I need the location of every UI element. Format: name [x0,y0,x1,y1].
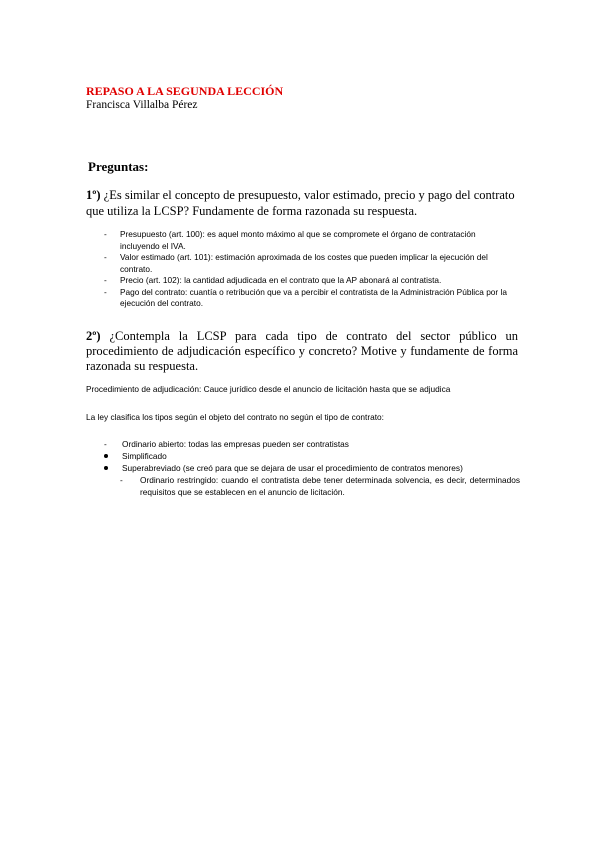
nested-procedures-list [86,474,526,498]
dot-bullet-icon [104,454,108,458]
dash-bullet-icon: - [104,286,107,297]
section-heading: Preguntas: [88,159,149,174]
dash-bullet-icon: - [104,439,107,449]
document-title: REPASO A LA SEGUNDA LECCIÓN [86,84,284,98]
question-2 [86,329,518,374]
list-item: Simplificado [86,450,526,462]
question-1-answer-list [86,229,516,310]
list-item: - Ordinario abierto: todas las empresas pueden ser contratistas [104,439,349,449]
list-item: - Valor estimado (art. 101): estimación aproximada de los costes que pueden implicar la ejecución del contrato. [104,252,488,274]
question-2-number: 2º) [86,329,101,343]
dash-bullet-icon: - [104,252,107,262]
law-note: La ley clasifica los tipos según el objeto del contrato no según el tipo de contrato: [86,412,384,422]
dash-bullet-icon: - [104,275,107,285]
list-item: Superabreviado (se creó para que se dejara de usar el procedimiento de contratos menores) [86,462,526,474]
question-1-number: 1º) [86,188,101,202]
author-name: Francisca Villalba Pérez [86,99,198,111]
dash-bullet-icon: - [104,229,107,239]
procedure-definition: Procedimiento de adjudicación: Cauce jurídico desde el anuncio de licitación hasta que se adjudica [86,384,451,394]
list-item: - Precio (art. 102): la cantidad adjudicada en el contrato que la AP abonará al contratista. [104,275,442,285]
question-1 [86,187,516,219]
list-item [86,474,526,498]
dot-bullet-icon [104,466,108,470]
dash-bullet-icon: - [120,475,123,485]
list-item: - Presupuesto (art. 100): es aquel monto máximo al que se compromete el órgano de contratación incluyendo el IVA. [104,229,476,251]
question-2-text: ¿Contempla la LCSP para cada tipo de contrato del sector público un procedimiento de adjudicación específico y concreto? Motive y fundamente de forma razonada su respuesta. [86,329,519,373]
question-1-text: ¿Es similar el concepto de presupuesto, valor estimado, precio y pago del contrato que utiliza la LCSP? Fundamente de forma razonada su respuesta. [86,188,515,218]
procedures-list [86,438,526,498]
list-item: - Pago del contrato: cuantía o retribución que va a percibir el contratista de la Administración Pública por la ejecución del contrato. [104,286,507,308]
list-item: - Ordinario restringido: cuando el contratista debe tener determinada solvencia, es decir, determinados requisitos que se establecen en el anuncio de licitación. [120,475,520,497]
